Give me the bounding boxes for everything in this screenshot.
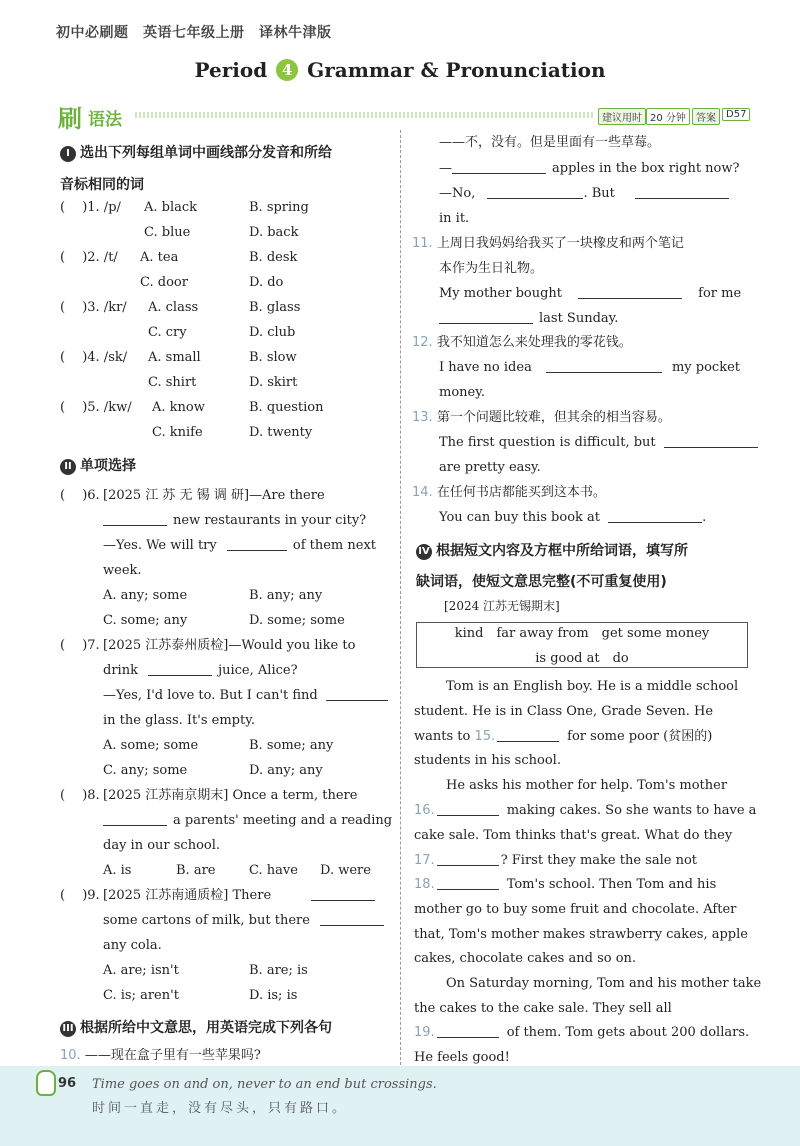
q6-option-b: B. any; any	[249, 588, 323, 603]
q6-line4: week.	[103, 563, 142, 578]
q7-line3: —Yes, I'd love to. But I can't find	[103, 687, 388, 705]
q8-option-b: B. are	[176, 863, 216, 878]
q12-cn: 12. 我不知道怎么来处理我的零花钱。	[412, 335, 632, 350]
page-title	[0, 58, 800, 82]
q4-option-a: A. small	[148, 350, 201, 365]
q4-option-d: D. skirt	[249, 375, 298, 390]
title-period: Period	[194, 58, 268, 82]
time-tag: 建议用时	[598, 108, 646, 125]
q1-option-d: D. back	[249, 225, 299, 240]
word-box-row2: is good at do	[535, 651, 629, 666]
passage-line: students in his school.	[414, 753, 561, 768]
q6-option-a: A. any; some	[103, 588, 188, 603]
passage-line-blank18: 18. Tom's school. Then Tom and his	[414, 877, 717, 892]
footer-quote-cn: 时间一直走，没有尽头，只有路口。	[92, 1101, 349, 1116]
section-rule	[135, 112, 595, 118]
passage-line-blank17: 17. ? First they make the sale not	[414, 853, 698, 868]
q8-line2: a parents' meeting and a reading	[103, 812, 392, 830]
q5-option-a: A. know	[152, 400, 205, 415]
q10-line1: 10. ——现在盒子里有一些苹果吗?	[60, 1048, 261, 1063]
word-box-row1: kind far away from get some money	[454, 626, 710, 641]
q5-stem: ( )5. /kw/	[60, 400, 132, 415]
q10-en-line3: in it.	[439, 211, 470, 226]
passage-line: that, Tom's mother makes strawberry cakes, apple	[414, 927, 748, 942]
q2-option-b: B. desk	[249, 250, 298, 265]
q11-cn1: 11. 上周日我妈妈给我买了一块橡皮和两个笔记	[412, 236, 684, 251]
q7-number: ( )7.	[60, 638, 100, 653]
q9-line1: [2025 江苏南通质检] There	[103, 887, 375, 905]
q8-option-a: A. is	[103, 863, 132, 878]
answer-page: D57	[722, 108, 750, 121]
q10-en-line2: —No, . But	[439, 185, 729, 203]
q8-number: ( )8.	[60, 788, 100, 803]
q7-option-a: A. some; some	[103, 738, 199, 753]
q6-number: ( )6.	[60, 488, 100, 503]
q13-en2: are pretty easy.	[439, 460, 541, 475]
part4-heading: IV 根据短文内容及方框中所给词语，填写所	[416, 540, 688, 560]
passage-line: cakes, chocolate cakes and so on.	[414, 951, 637, 966]
section-title: 语法	[88, 110, 122, 130]
q1-option-c: C. blue	[144, 225, 191, 240]
q12-en2: money.	[439, 385, 485, 400]
q7-line4: in the glass. It's empty.	[103, 713, 255, 728]
section-icon: 刷	[58, 105, 82, 133]
q9-line2: some cartons of milk, but there	[103, 912, 384, 930]
q6-line2: new restaurants in your city?	[103, 512, 366, 530]
q6-line1: [2025 江 苏 无 锡 调 研]—Are there	[103, 488, 325, 503]
q7-option-c: C. any; some	[103, 763, 188, 778]
q5-option-d: D. twenty	[249, 425, 313, 440]
q11-en1: My mother bought for me	[439, 286, 742, 301]
q2-option-a: A. tea	[140, 250, 179, 265]
q3-option-a: A. class	[148, 300, 199, 315]
book-header: 初中必刷题 英语七年级上册 译林牛津版	[56, 25, 332, 41]
q9-option-a: A. are; isn't	[103, 963, 179, 978]
q9-option-d: D. is; is	[249, 988, 298, 1003]
q3-stem: ( )3. /kr/	[60, 300, 127, 315]
passage-line: Tom is an English boy. He is a middle school	[446, 679, 739, 694]
balloon-icon	[36, 1070, 56, 1096]
q11-cn2: 本作为生日礼物。	[439, 261, 544, 276]
page-number: 96	[58, 1076, 77, 1091]
passage-line-blank19: 19. of them. Tom gets about 200 dollars.	[414, 1025, 750, 1040]
passage-line: mother go to buy some fruit and chocolate. After	[414, 902, 737, 917]
q1-stem: ( )1. /p/	[60, 200, 121, 215]
q3-option-c: C. cry	[148, 325, 187, 340]
q12-en1: I have no idea my pocket	[439, 360, 740, 375]
q6-option-c: C. some; any	[103, 613, 188, 628]
part1-heading-2: 音标相同的词	[60, 177, 144, 193]
q9-number: ( )9.	[60, 888, 100, 903]
passage-line-blank15: wants to 15. for some poor (贫困的)	[414, 729, 713, 744]
passage-line: the cakes to the cake sale. They sell all	[414, 1001, 672, 1016]
q8-option-c: C. have	[249, 863, 298, 878]
q7-line1: [2025 江苏泰州质检]—Would you like to	[103, 638, 356, 653]
passage-line: He feels good!	[414, 1050, 510, 1065]
q6-option-d: D. some; some	[249, 613, 345, 628]
q14-cn: 14. 在任何书店都能买到这本书。	[412, 485, 606, 500]
part1-heading: I 选出下列每组单词中画线部分发音和所给	[60, 142, 332, 162]
q7-option-d: D. any; any	[249, 763, 323, 778]
q10-en-line1: — apples in the box right now?	[439, 161, 740, 176]
part3-heading: III 根据所给中文意思，用英语完成下列各句	[60, 1017, 332, 1037]
q8-line3: day in our school.	[103, 838, 221, 853]
passage-line: cake sale. Tom thinks that's great. What do they	[414, 828, 733, 843]
q3-option-d: D. club	[249, 325, 296, 340]
q2-stem: ( )2. /t/	[60, 250, 118, 265]
q5-option-c: C. knife	[152, 425, 203, 440]
column-divider	[400, 130, 401, 1070]
q13-en1: The first question is difficult, but	[439, 434, 758, 452]
q8-option-d: D. were	[320, 863, 371, 878]
passage-line: On Saturday morning, Tom and his mother take	[446, 976, 762, 991]
time-value: 20 分钟	[646, 108, 690, 125]
part4-source: [2024 江苏无锡期末]	[444, 599, 560, 613]
footer-quote-en: Time goes on and on, never to an end but crossings.	[92, 1077, 437, 1092]
q1-option-a: A. black	[144, 200, 198, 215]
title-topic: Grammar & Pronunciation	[307, 58, 606, 82]
part2-heading: II 单项选择	[60, 455, 136, 475]
q1-option-b: B. spring	[249, 200, 309, 215]
passage-line: student. He is in Class One, Grade Seven. He	[414, 704, 714, 719]
q11-en2: last Sunday.	[439, 310, 618, 328]
answer-tag: 答案	[692, 108, 720, 125]
q9-option-b: B. are; is	[249, 963, 308, 978]
q6-line3: —Yes. We will try of them next	[103, 538, 377, 553]
q8-line1: [2025 江苏南京期末] Once a term, there	[103, 788, 358, 803]
q13-cn: 13. 第一个问题比较难，但其余的相当容易。	[412, 410, 671, 425]
q7-line2: drink juice, Alice?	[103, 663, 298, 678]
period-number-badge: 4	[276, 59, 298, 81]
q9-line3: any cola.	[103, 938, 162, 953]
q2-option-c: C. door	[140, 275, 188, 290]
passage-line-blank16: 16. making cakes. So she wants to have a	[414, 803, 757, 818]
q14-en1: You can buy this book at .	[439, 510, 707, 525]
q5-option-b: B. question	[249, 400, 324, 415]
q10-cn-answer: ——不，没有。但是里面有一些草莓。	[439, 135, 661, 150]
passage-line: He asks his mother for help. Tom's mother	[446, 778, 728, 793]
q9-option-c: C. is; aren't	[103, 988, 179, 1003]
q2-option-d: D. do	[249, 275, 284, 290]
q3-option-b: B. glass	[249, 300, 301, 315]
part4-heading-2: 缺词语，使短文意思完整(不可重复使用)	[416, 574, 667, 590]
q4-option-c: C. shirt	[148, 375, 197, 390]
q7-option-b: B. some; any	[249, 738, 334, 753]
q4-stem: ( )4. /sk/	[60, 350, 128, 365]
q4-option-b: B. slow	[249, 350, 297, 365]
